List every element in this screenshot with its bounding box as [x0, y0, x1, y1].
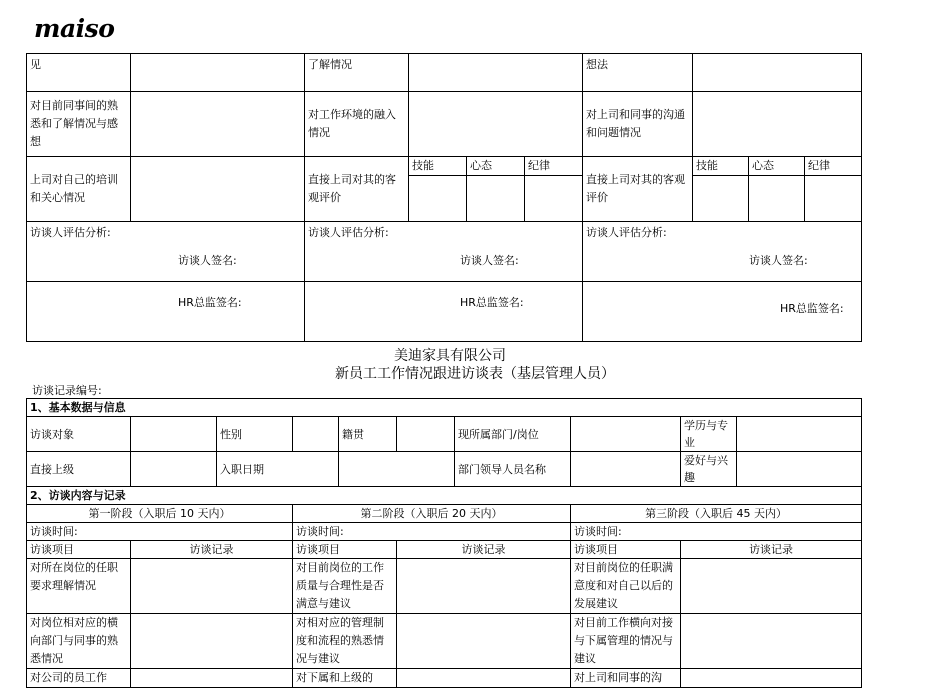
cell-label: 对上司和同事的沟通和问题情况 — [583, 92, 693, 157]
record-value[interactable] — [131, 614, 293, 669]
table-row — [27, 92, 862, 157]
eval-skill-value[interactable] — [409, 176, 467, 222]
field-value[interactable] — [571, 452, 681, 487]
table-row — [27, 222, 862, 282]
cell-label: 对目前同事间的熟悉和了解情况与感想 — [27, 92, 131, 157]
field-value[interactable] — [737, 417, 862, 452]
cell-label: 见 — [27, 54, 131, 92]
stage-header: 第一阶段（入职后 10 天内） — [27, 505, 293, 523]
record-value[interactable] — [681, 559, 862, 614]
record-value[interactable] — [681, 669, 862, 688]
record-value[interactable] — [131, 559, 293, 614]
evaluation-table — [26, 53, 862, 342]
table-row — [27, 669, 862, 688]
field-label: 入职日期 — [217, 452, 339, 487]
table-row — [27, 523, 862, 541]
field-label: 籍贯 — [339, 417, 397, 452]
cell-value[interactable] — [693, 92, 862, 157]
item-label: 对相对应的管理制度和流程的熟悉情况与建议 — [293, 614, 397, 669]
field-value[interactable] — [131, 452, 217, 487]
eval-discipline-value[interactable] — [805, 176, 862, 222]
analysis-label: 访谈人评估分析: — [586, 226, 667, 239]
field-value[interactable] — [397, 417, 455, 452]
section-row — [27, 487, 862, 505]
analysis-cell-2[interactable] — [305, 222, 583, 282]
hr-sign-label: HR总监签名: — [780, 302, 844, 315]
item-header: 访谈项目 — [27, 541, 131, 559]
cell-label: 对工作环境的融入情况 — [305, 92, 409, 157]
table-row — [27, 559, 862, 614]
time-label[interactable]: 访谈时间: — [27, 523, 293, 541]
eval-attitude-value[interactable] — [467, 176, 525, 222]
eval-header-discipline: 纪律 — [525, 157, 583, 176]
time-label[interactable]: 访谈时间: — [293, 523, 571, 541]
cell-label: 上司对自己的培训和关心情况 — [27, 157, 131, 222]
analysis-label: 访谈人评估分析: — [308, 226, 389, 239]
item-label: 对岗位相对应的横向部门与同事的熟悉情况 — [27, 614, 131, 669]
hr-sign-cell-1[interactable] — [27, 282, 305, 342]
cell-value[interactable] — [131, 92, 305, 157]
eval-discipline-value[interactable] — [525, 176, 583, 222]
table-row — [27, 282, 862, 342]
hr-sign-cell-3[interactable] — [583, 282, 862, 342]
item-label: 对所在岗位的任职要求理解情况 — [27, 559, 131, 614]
interviewer-sign-label: 访谈人签名: — [178, 254, 237, 267]
eval-header-discipline: 纪律 — [805, 157, 862, 176]
section-title: 2、访谈内容与记录 — [27, 487, 862, 505]
record-header: 访谈记录 — [131, 541, 293, 559]
section-title: 1、基本数据与信息 — [27, 399, 862, 417]
field-label: 访谈对象 — [27, 417, 131, 452]
time-label[interactable]: 访谈时间: — [571, 523, 862, 541]
item-label: 对下属和上级的 — [293, 669, 397, 688]
interviewer-sign-label: 访谈人签名: — [749, 254, 808, 267]
cell-label: 直接上司对其的客观评价 — [583, 157, 693, 222]
table-row — [27, 452, 862, 487]
field-value[interactable] — [339, 452, 455, 487]
company-name: 美迪家具有限公司 — [394, 348, 506, 364]
company-logo: maiso — [34, 14, 115, 43]
analysis-cell-1[interactable] — [27, 222, 305, 282]
cell-value[interactable] — [409, 92, 583, 157]
item-label: 对目前岗位的工作质量与合理性是否满意与建议 — [293, 559, 397, 614]
hr-sign-label: HR总监签名: — [178, 296, 242, 309]
item-header: 访谈项目 — [293, 541, 397, 559]
eval-header-attitude: 心态 — [749, 157, 805, 176]
field-label: 性别 — [217, 417, 293, 452]
analysis-cell-3[interactable] — [583, 222, 862, 282]
record-header: 访谈记录 — [397, 541, 571, 559]
eval-header-skill: 技能 — [693, 157, 749, 176]
cell-value[interactable] — [131, 54, 305, 92]
eval-header-attitude: 心态 — [467, 157, 525, 176]
record-value[interactable] — [397, 614, 571, 669]
eval-attitude-value[interactable] — [749, 176, 805, 222]
item-label: 对目前工作横向对接与下属管理的情况与建议 — [571, 614, 681, 669]
field-label: 学历与专业 — [681, 417, 737, 452]
item-label: 对公司的员工作 — [27, 669, 131, 688]
cell-value[interactable] — [693, 54, 862, 92]
record-value[interactable] — [397, 669, 571, 688]
analysis-label: 访谈人评估分析: — [30, 226, 111, 239]
record-value[interactable] — [397, 559, 571, 614]
table-row — [27, 505, 862, 523]
hr-sign-label: HR总监签名: — [460, 296, 524, 309]
cell-label: 了解情况 — [305, 54, 409, 92]
record-number-label: 访谈记录编号: — [32, 384, 102, 397]
record-value[interactable] — [131, 669, 293, 688]
hr-sign-cell-2[interactable] — [305, 282, 583, 342]
table-row — [27, 614, 862, 669]
item-label: 对目前岗位的任职满意度和对自己以后的发展建议 — [571, 559, 681, 614]
cell-value[interactable] — [131, 157, 305, 222]
interview-form-table — [26, 398, 862, 688]
table-row — [27, 417, 862, 452]
field-value[interactable] — [293, 417, 339, 452]
table-row — [27, 157, 862, 176]
table-row — [27, 54, 862, 92]
field-label: 直接上级 — [27, 452, 131, 487]
stage-header: 第三阶段（入职后 45 天内） — [571, 505, 862, 523]
stage-header: 第二阶段（入职后 20 天内） — [293, 505, 571, 523]
form-title: 新员工工作情况跟进访谈表（基层管理人员） — [335, 366, 615, 382]
field-value[interactable] — [571, 417, 681, 452]
interviewer-sign-label: 访谈人签名: — [460, 254, 519, 267]
field-value[interactable] — [737, 452, 862, 487]
eval-skill-value[interactable] — [693, 176, 749, 222]
field-label: 爱好与兴趣 — [681, 452, 737, 487]
record-value[interactable] — [681, 614, 862, 669]
eval-header-skill: 技能 — [409, 157, 467, 176]
item-label: 对上司和同事的沟 — [571, 669, 681, 688]
cell-label: 想法 — [583, 54, 693, 92]
cell-value[interactable] — [409, 54, 583, 92]
record-header: 访谈记录 — [681, 541, 862, 559]
field-value[interactable] — [131, 417, 217, 452]
table-row — [27, 541, 862, 559]
cell-label: 直接上司对其的客观评价 — [305, 157, 409, 222]
field-label: 部门领导人员名称 — [455, 452, 571, 487]
item-header: 访谈项目 — [571, 541, 681, 559]
field-label: 现所属部门/岗位 — [455, 417, 571, 452]
section-row — [27, 399, 862, 417]
